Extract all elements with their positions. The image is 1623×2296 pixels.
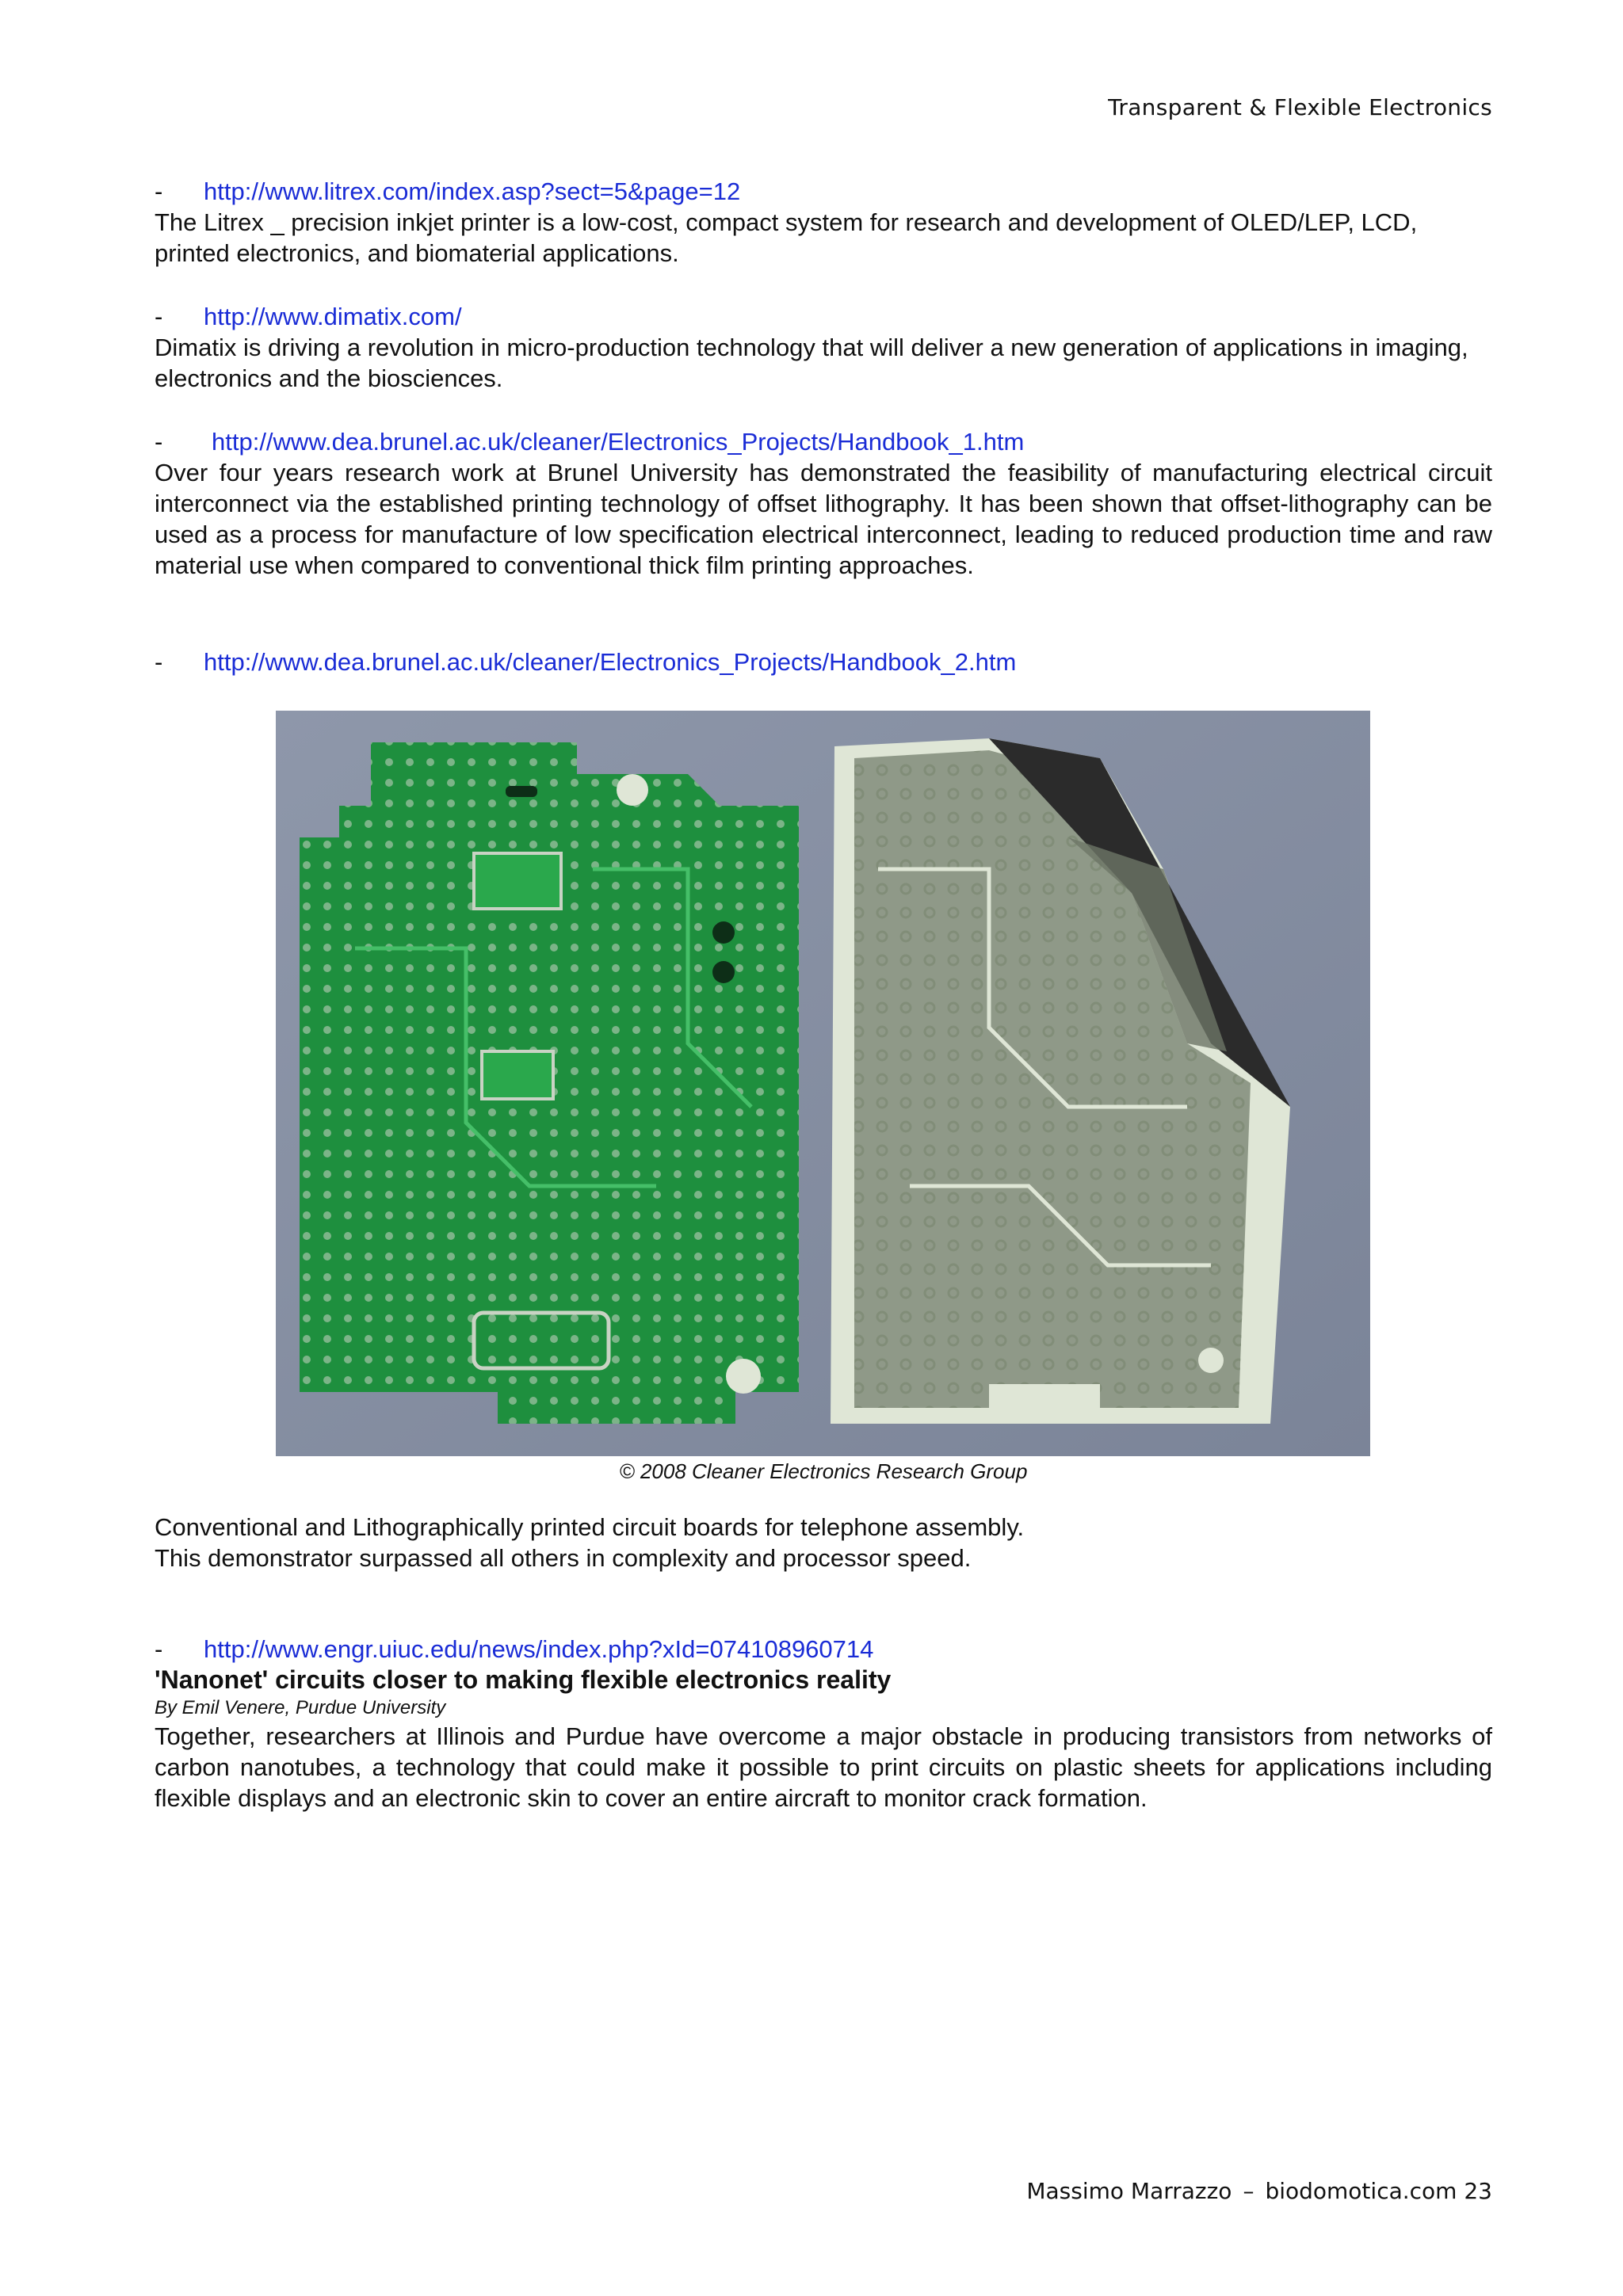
brunel-description: Over four years research work at Brunel University has demonstrated the feasibility of manufacturing electrical circuit interconnect via the established printing technology of offset lithography. It has been shown that offset-lithography can be used as a process for manufacture of low specification electrical interconnect, leading to reduced production time and raw material use when compared to conventional thick film printing approaches. xyxy=(155,459,1492,579)
pcb-photo xyxy=(276,711,1370,1456)
list-dash: - xyxy=(155,1635,163,1663)
dimatix-description: Dimatix is driving a revolution in micro-production technology that will deliver a new generation of applications in imaging, electronics and the biosciences. xyxy=(155,334,1468,392)
link-entry-dimatix xyxy=(155,301,1492,394)
footer-separator: – xyxy=(1243,2178,1254,2204)
article-body: Together, researchers at Illinois and Purdue have overcome a major obstacle in producing transistors from networks of carbon nanotubes, a technology that could make it possible to print circuits on plastic sheets for applications including flexible displays and an electronic skin to cover an entire aircraft to monitor crack formation. xyxy=(155,1722,1492,1812)
dimatix-link[interactable]: http://www.dimatix.com/ xyxy=(204,303,462,330)
photo-caption: © 2008 Cleaner Electronics Research Group xyxy=(619,1459,1028,1483)
litrex-link[interactable]: http://www.litrex.com/index.asp?sect=5&page=12 xyxy=(204,177,741,205)
list-dash: - xyxy=(155,303,163,330)
article-entry xyxy=(155,1634,1492,1814)
link-entry-brunel-1 xyxy=(155,426,1492,581)
brunel-handbook-2-link[interactable]: http://www.dea.brunel.ac.uk/cleaner/Electronics_Projects/Handbook_2.htm xyxy=(204,648,1017,676)
link-entry-brunel-2 xyxy=(155,646,1492,677)
brunel-handbook-1-link[interactable]: http://www.dea.brunel.ac.uk/cleaner/Electronics_Projects/Handbook_1.htm xyxy=(212,428,1025,456)
figure-description xyxy=(155,1512,1492,1573)
footer-site: biodomotica.com xyxy=(1265,2178,1457,2204)
uiuc-news-link[interactable]: http://www.engr.uiuc.edu/news/index.php?xId=074108960714 xyxy=(204,1635,874,1663)
green-pcb xyxy=(300,742,799,1424)
list-dash: - xyxy=(155,648,163,676)
article-byline: By Emil Venere, Purdue University xyxy=(155,1697,446,1718)
figure-description-line-1: Conventional and Lithographically printed circuit boards for telephone assembly. xyxy=(155,1513,1025,1541)
litrex-description: The Litrex _ precision inkjet printer is a low-cost, compact system for research and development of OLED/LEP, LCD, printed electronics, and biomaterial applications. xyxy=(155,208,1418,267)
page-number: 23 xyxy=(1464,2178,1492,2204)
figure-description-line-2: This demonstrator surpassed all others in complexity and processor speed. xyxy=(155,1544,972,1572)
list-dash: - xyxy=(155,428,163,456)
list-dash: - xyxy=(155,177,163,205)
article-headline: 'Nanonet' circuits closer to making flexible electronics reality xyxy=(155,1665,892,1694)
running-header: Transparent & Flexible Electronics xyxy=(1108,94,1492,120)
footer-author: Massimo Marrazzo xyxy=(1026,2178,1232,2204)
page-footer xyxy=(1026,2178,1492,2204)
link-entry-litrex xyxy=(155,176,1492,269)
